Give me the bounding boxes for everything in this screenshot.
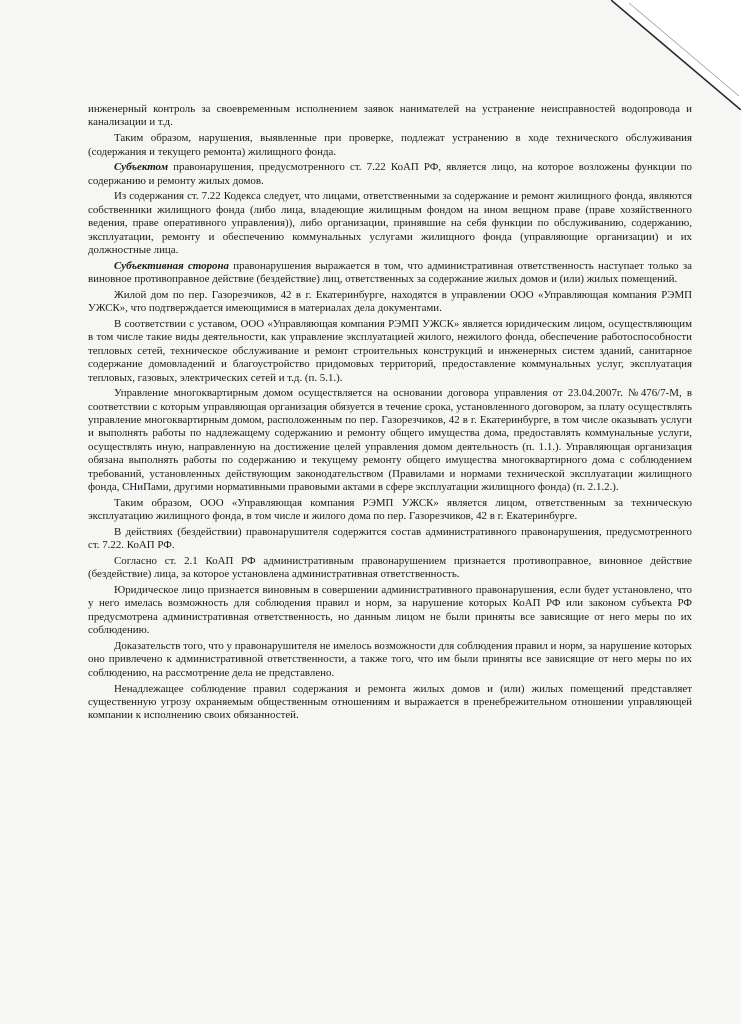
paragraph-9 [88,497,692,524]
paragraph-text: Таким образом, нарушения, выявленные при проверке, подлежат устранению в ходе технического обслуживания (содержания и текущего ремонта) жилищного фонда. [88,132,692,158]
paragraph-12 [88,584,692,638]
subjective-side-term: Субъективная сторона [114,259,229,272]
paragraph-5 [88,260,692,287]
paragraph-7 [88,318,692,385]
paragraph-text: Ненадлежащее соблюдение правил содержания и ремонта жилых домов и (или) жилых помещений представляет существенную угрозу охраняемым общественным отношениям и выражается в пренебрежительном отношении управляющей компании к исполнению своих обязанностей. [88,682,692,722]
paragraph-text: Согласно ст. 2.1 КоАП РФ административным правонарушением признается противоправное, виновное действие (бездействие) лица, за которое установлена административная ответственность. [88,554,692,581]
paragraph-text: Жилой дом по пер. Газорезчиков, 42 в г. Екатеринбурге, находятся в управлении ООО «Управляющая компания РЭМП УЖСК», что подтверждается имеющимися в материалах дела документами. [88,288,692,315]
paragraph-11 [88,555,692,582]
paragraph-6 [88,289,692,316]
paragraph-text: В действиях (бездействии) правонарушителя содержится состав административного правонарушения, предусмотренного ст. 7.22. КоАП РФ. [88,525,692,552]
paragraph-2 [88,132,692,159]
paragraph-text: правонарушения, предусмотренного ст. 7.22 КоАП РФ, является лицо, на которое возложены функции по содержанию и ремонту жилых домов. [88,161,692,187]
paragraph-14 [88,683,692,723]
folded-corner-icon [611,0,741,110]
paragraph-8 [88,387,692,494]
paragraph-4 [88,190,692,257]
paragraph-1 [88,103,692,130]
paragraph-3 [88,161,692,188]
subject-term: Субъектом [114,161,169,174]
paragraph-text: В соответствии с уставом, ООО «Управляющая компания РЭМП УЖСК» является юридическим лицом, осуществляющим в том числе такие виды деятельности, как управление эксплуатацией жилого, нежилого фонда, обеспечение работоспособности тепловых сетей, техническое обслуживание и ремонт строительных конструкций и инженерных систем зданий, санитарное содержание домовладений и благоустройство придомовых территорий, предоставление коммунальных услуг, эксплуатация тепловых, газовых, электрических сетей и т.д. (п. 5.1.). [88,317,692,384]
paragraph-text: Управление многоквартирным домом осуществляется на основании договора управления от 23.04.2007г. №476/7-М, в соответствии с которым управляющая организация обязуется в течение срока, установленного договором, за плату осуществлять управление многоквартирным домом, расположенным по пер. Газорезчиков, 42 в г. Екатеринбурге, в том числе оказывать услуги и выполнять работы по надлежащему содержанию и ремонту общего имущества дома, предоставлять коммунальные услуги, осуществлять иную, направленную на достижение целей управления домом деятельность (п. 1.1.). Управляющая организация обязана выполнять работы по содержанию и текущему ремонту общего имущества многоквартирного дома с соблюдением требований, установленных действующим законодательством (Правилами и нормами технической эксплуатации жилищного фонда, СНиПами, другими нормативными правовыми актами в сфере эксплуатации жилищного фонда) (п. 2.1.2.). [88,387,692,494]
paragraph-text: Из содержания ст. 7.22 Кодекса следует, что лицами, ответственными за содержание и ремонт жилищного фонда, являются собственники жилищного фонда (либо лица, владеющие жилищным фондом на ином вещном праве (праве хозяйственного ведения, праве оперативного управления)), либо организации, принявшие на себя функции по обслуживанию, содержанию, эксплуатации, ремонту и обеспечению коммунальных услугами жилищного фонда (управляющие организации) и их должностные лица. [88,190,692,256]
paragraph-text: Доказательств того, что у правонарушителя не имелось возможности для соблюдения правил и норм, за нарушение которых оно привлечено к административной ответственности, а также того, что им были приняты все зависящие от него меры по их соблюдению, на рассмотрение дела не представлено. [88,640,692,679]
paragraph-13 [88,640,692,680]
paragraph-text: инженерный контроль за своевременным исполнением заявок нанимателей на устранение неисправностей водопровода и канализации и т.д. [88,103,692,129]
document-body [88,103,692,725]
paragraph-10 [88,526,692,553]
paragraph-text: Юридическое лицо признается виновным в совершении административного правонарушения, если будет установлено, что у него имелась возможность для соблюдения правил и норм, за нарушение которых КоАП РФ или законом субъекта РФ предусмотрена административная ответственность, но данным лицом не были приняты все зависящие от него меры по их соблюдению. [88,584,692,637]
paragraph-text: Таким образом, ООО «Управляющая компания РЭМП УЖСК» является лицом, ответственным за техническую эксплуатацию жилищного фонда, в том числе и жилого дома по пер. Газорезчиков, 42 в г. Екатеринбурге. [88,496,692,523]
paragraph-text: правонарушения выражается в том, что административная ответственность наступает только за виновное противоправное действие (бездействие) лиц, ответственных за содержание жилых домов и (или) жилых помещений. [88,259,692,286]
